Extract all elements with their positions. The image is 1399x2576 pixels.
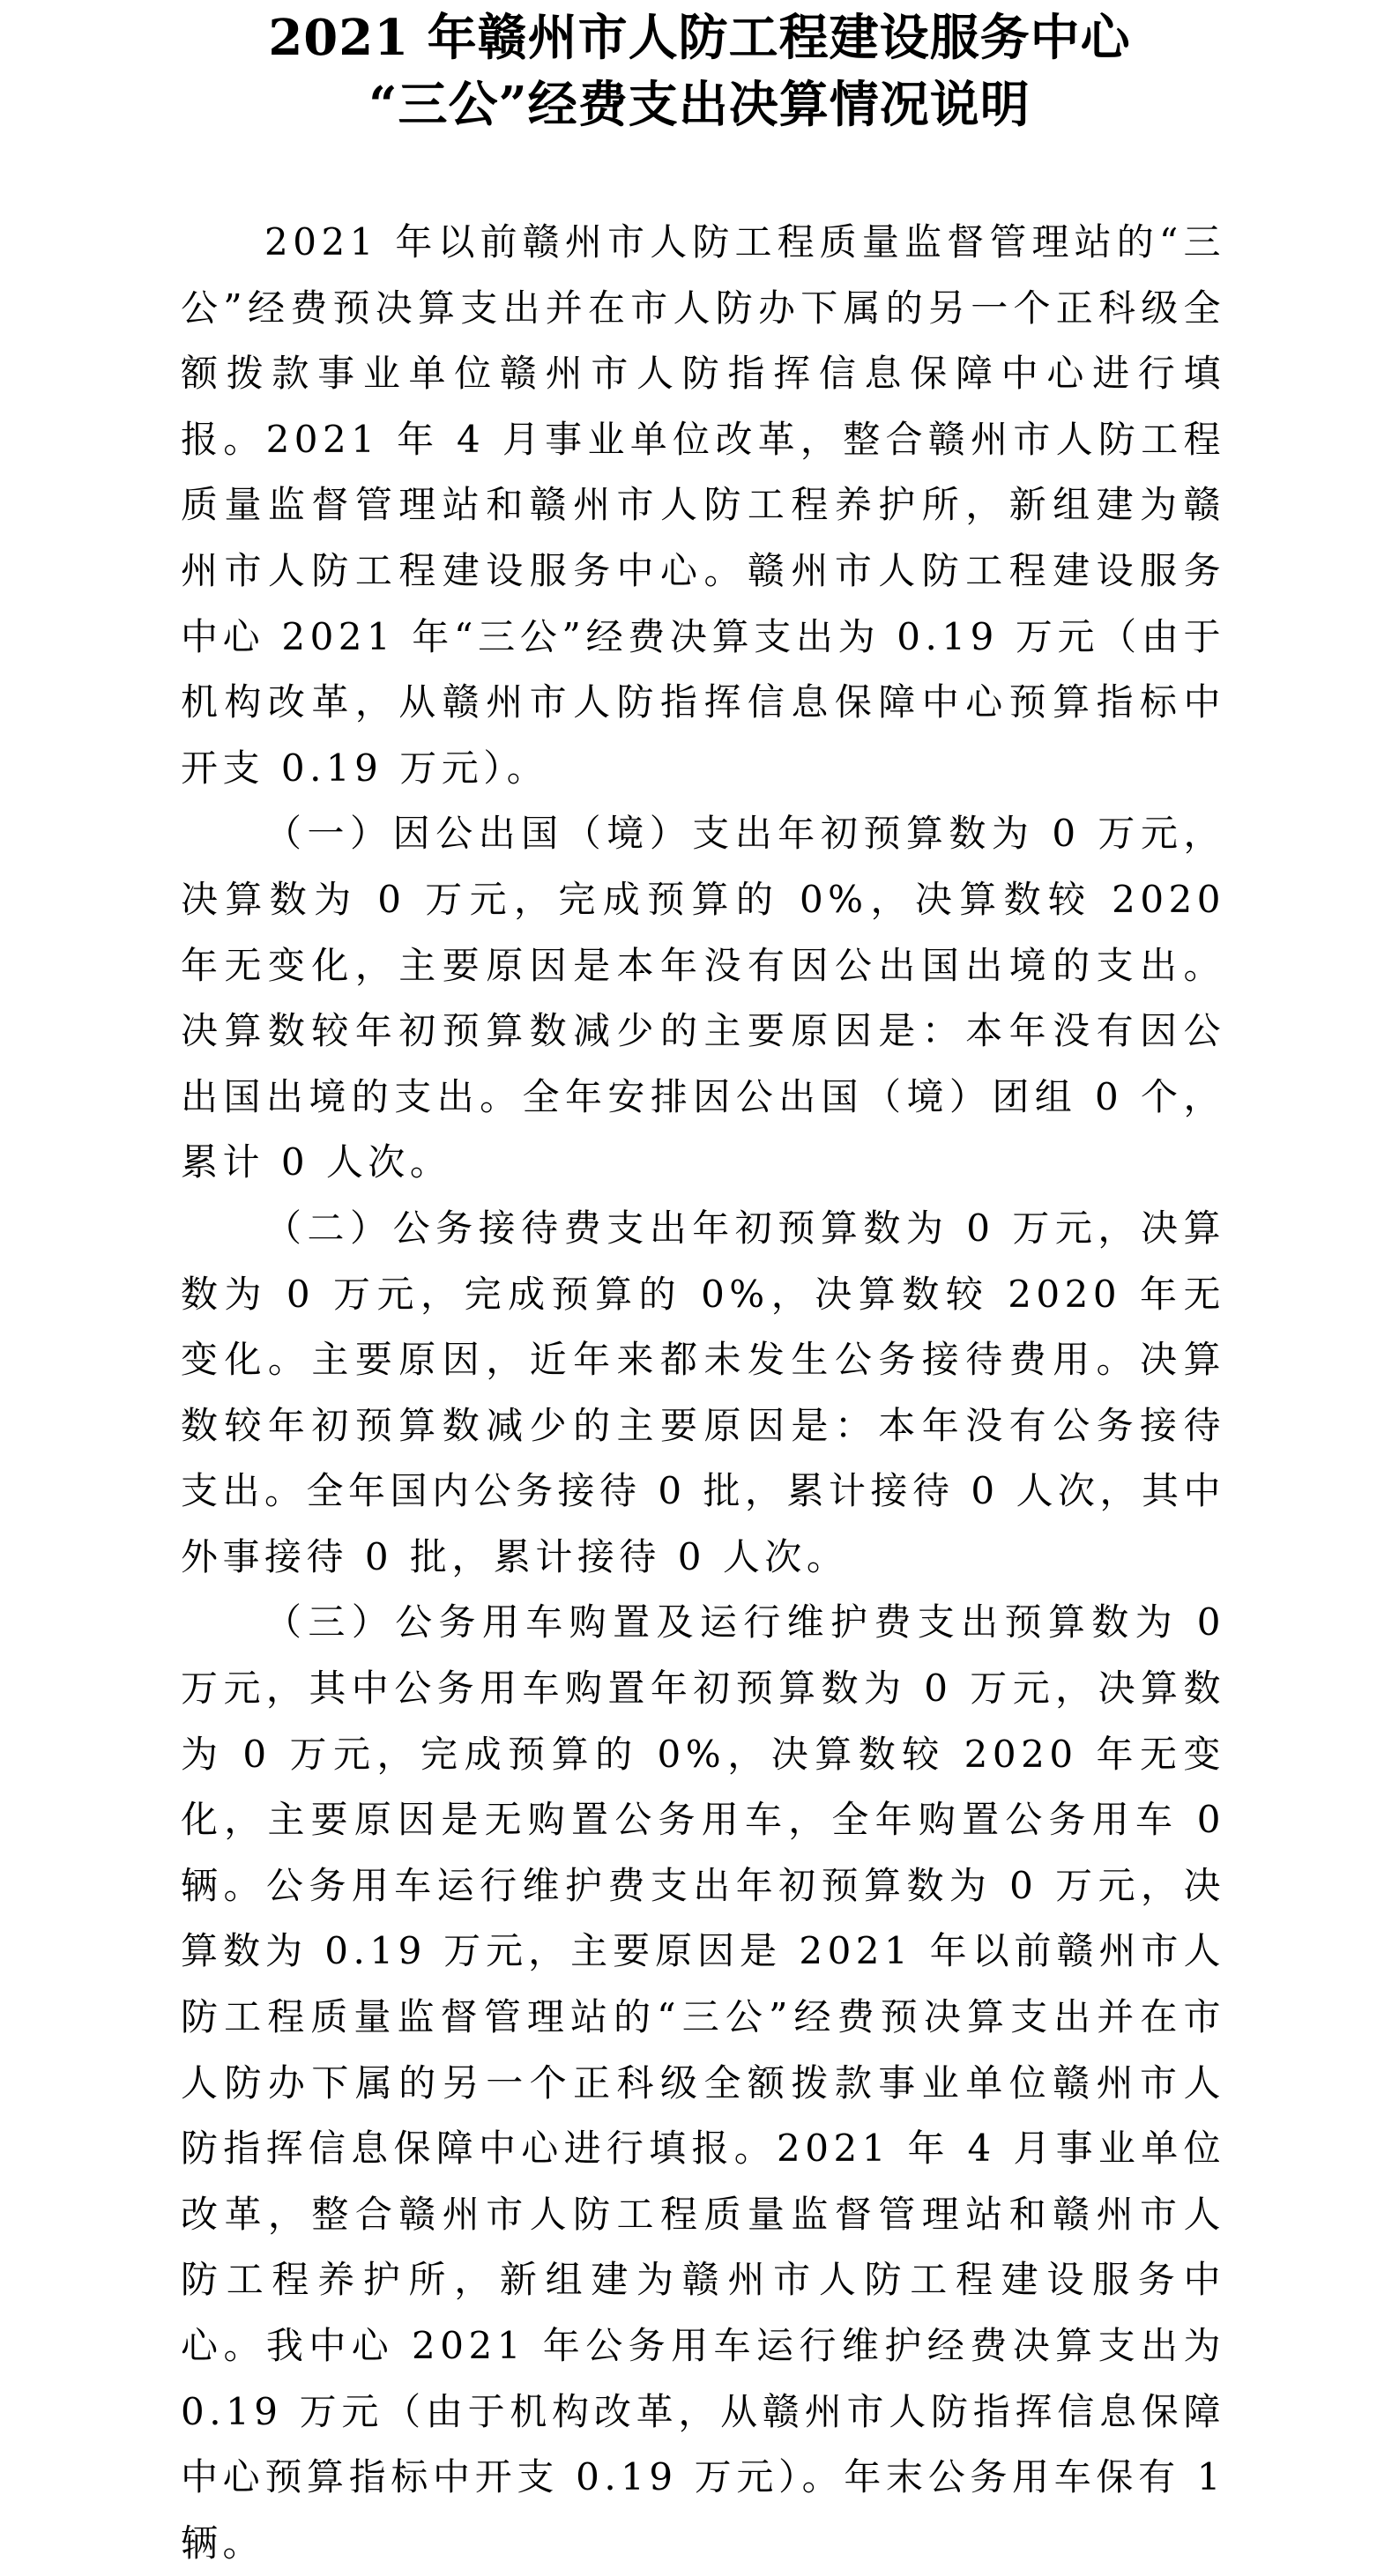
document-title-line-2: “三公”经费支出决算情况说明 — [368, 76, 1031, 134]
paragraph-overseas-travel: （一）因公出国（境）支出年初预算数为 0 万元，决算数为 0 万元，完成预算的 0%，决算数较 2020 年无变化，主要原因是本年没有因公出国出境的支出。决算数较年初预算数减少的主要原因是：本年没有因公出国出境的支出。全年安排因公出国（境）团组 0 个，累计 0 人次。 — [181, 812, 1225, 1184]
document-title-line-1: 2021 年赣州市人防工程建设服务中心 — [268, 9, 1131, 67]
paragraph-intro: 2021 年以前赣州市人防工程质量监督管理站的“三公”经费预决算支出并在市人防办下属的另一个正科级全额拨款事业单位赣州市人防指挥信息保障中心进行填报。2021 年 4 月事业单位改革，整合赣州市人防工程质量监督管理站和赣州市人防工程养护所，新组建为赣州市人防工程建设服务中心。赣州市人防工程建设服务中心 2021 年“三公”经费决算支出为 0.19 万元（由于机构改革，从赣州市人防指挥信息保障中心预算指标中开支 0.19 万元）。 — [181, 220, 1225, 790]
document-body — [181, 210, 1225, 2576]
paragraph-official-vehicles: （三）公务用车购置及运行维护费支出预算数为 0 万元，其中公务用车购置年初预算数为 0 万元，决算数为 0 万元，完成预算的 0%，决算数较 2020 年无变化，主要原因是无购置公务用车，全年购置公务用车 0 辆。公务用车运行维护费支出年初预算数为 0 万元，决算数为 0.19 万元，主要原因是 2021 年以前赣州市人防工程质量监督管理站的“三公”经费预决算支出并在市人防办下属的另一个正科级全额拨款事业单位赣州市人防指挥信息保障中心进行填报。2021 年 4 月事业单位改革，整合赣州市人防工程质量监督管理站和赣州市人防工程养护所，新组建为赣州市人防工程建设服务中心。我中心 2021 年公务用车运行维护经费决算支出为 0.19 万元（由于机构改革，从赣州市人防指挥信息保障中心预算指标中开支 0.19 万元）。年末公务用车保有 1 辆。 — [181, 1600, 1225, 2565]
paragraph-official-reception: （二）公务接待费支出年初预算数为 0 万元，决算数为 0 万元，完成预算的 0%，决算数较 2020 年无变化。主要原因，近年来都未发生公务接待费用。决算数较年初预算数减少的主要原因是：本年没有公务接待支出。全年国内公务接待 0 批，累计接待 0 人次，其中外事接待 0 批，累计接待 0 人次。 — [181, 1206, 1225, 1578]
